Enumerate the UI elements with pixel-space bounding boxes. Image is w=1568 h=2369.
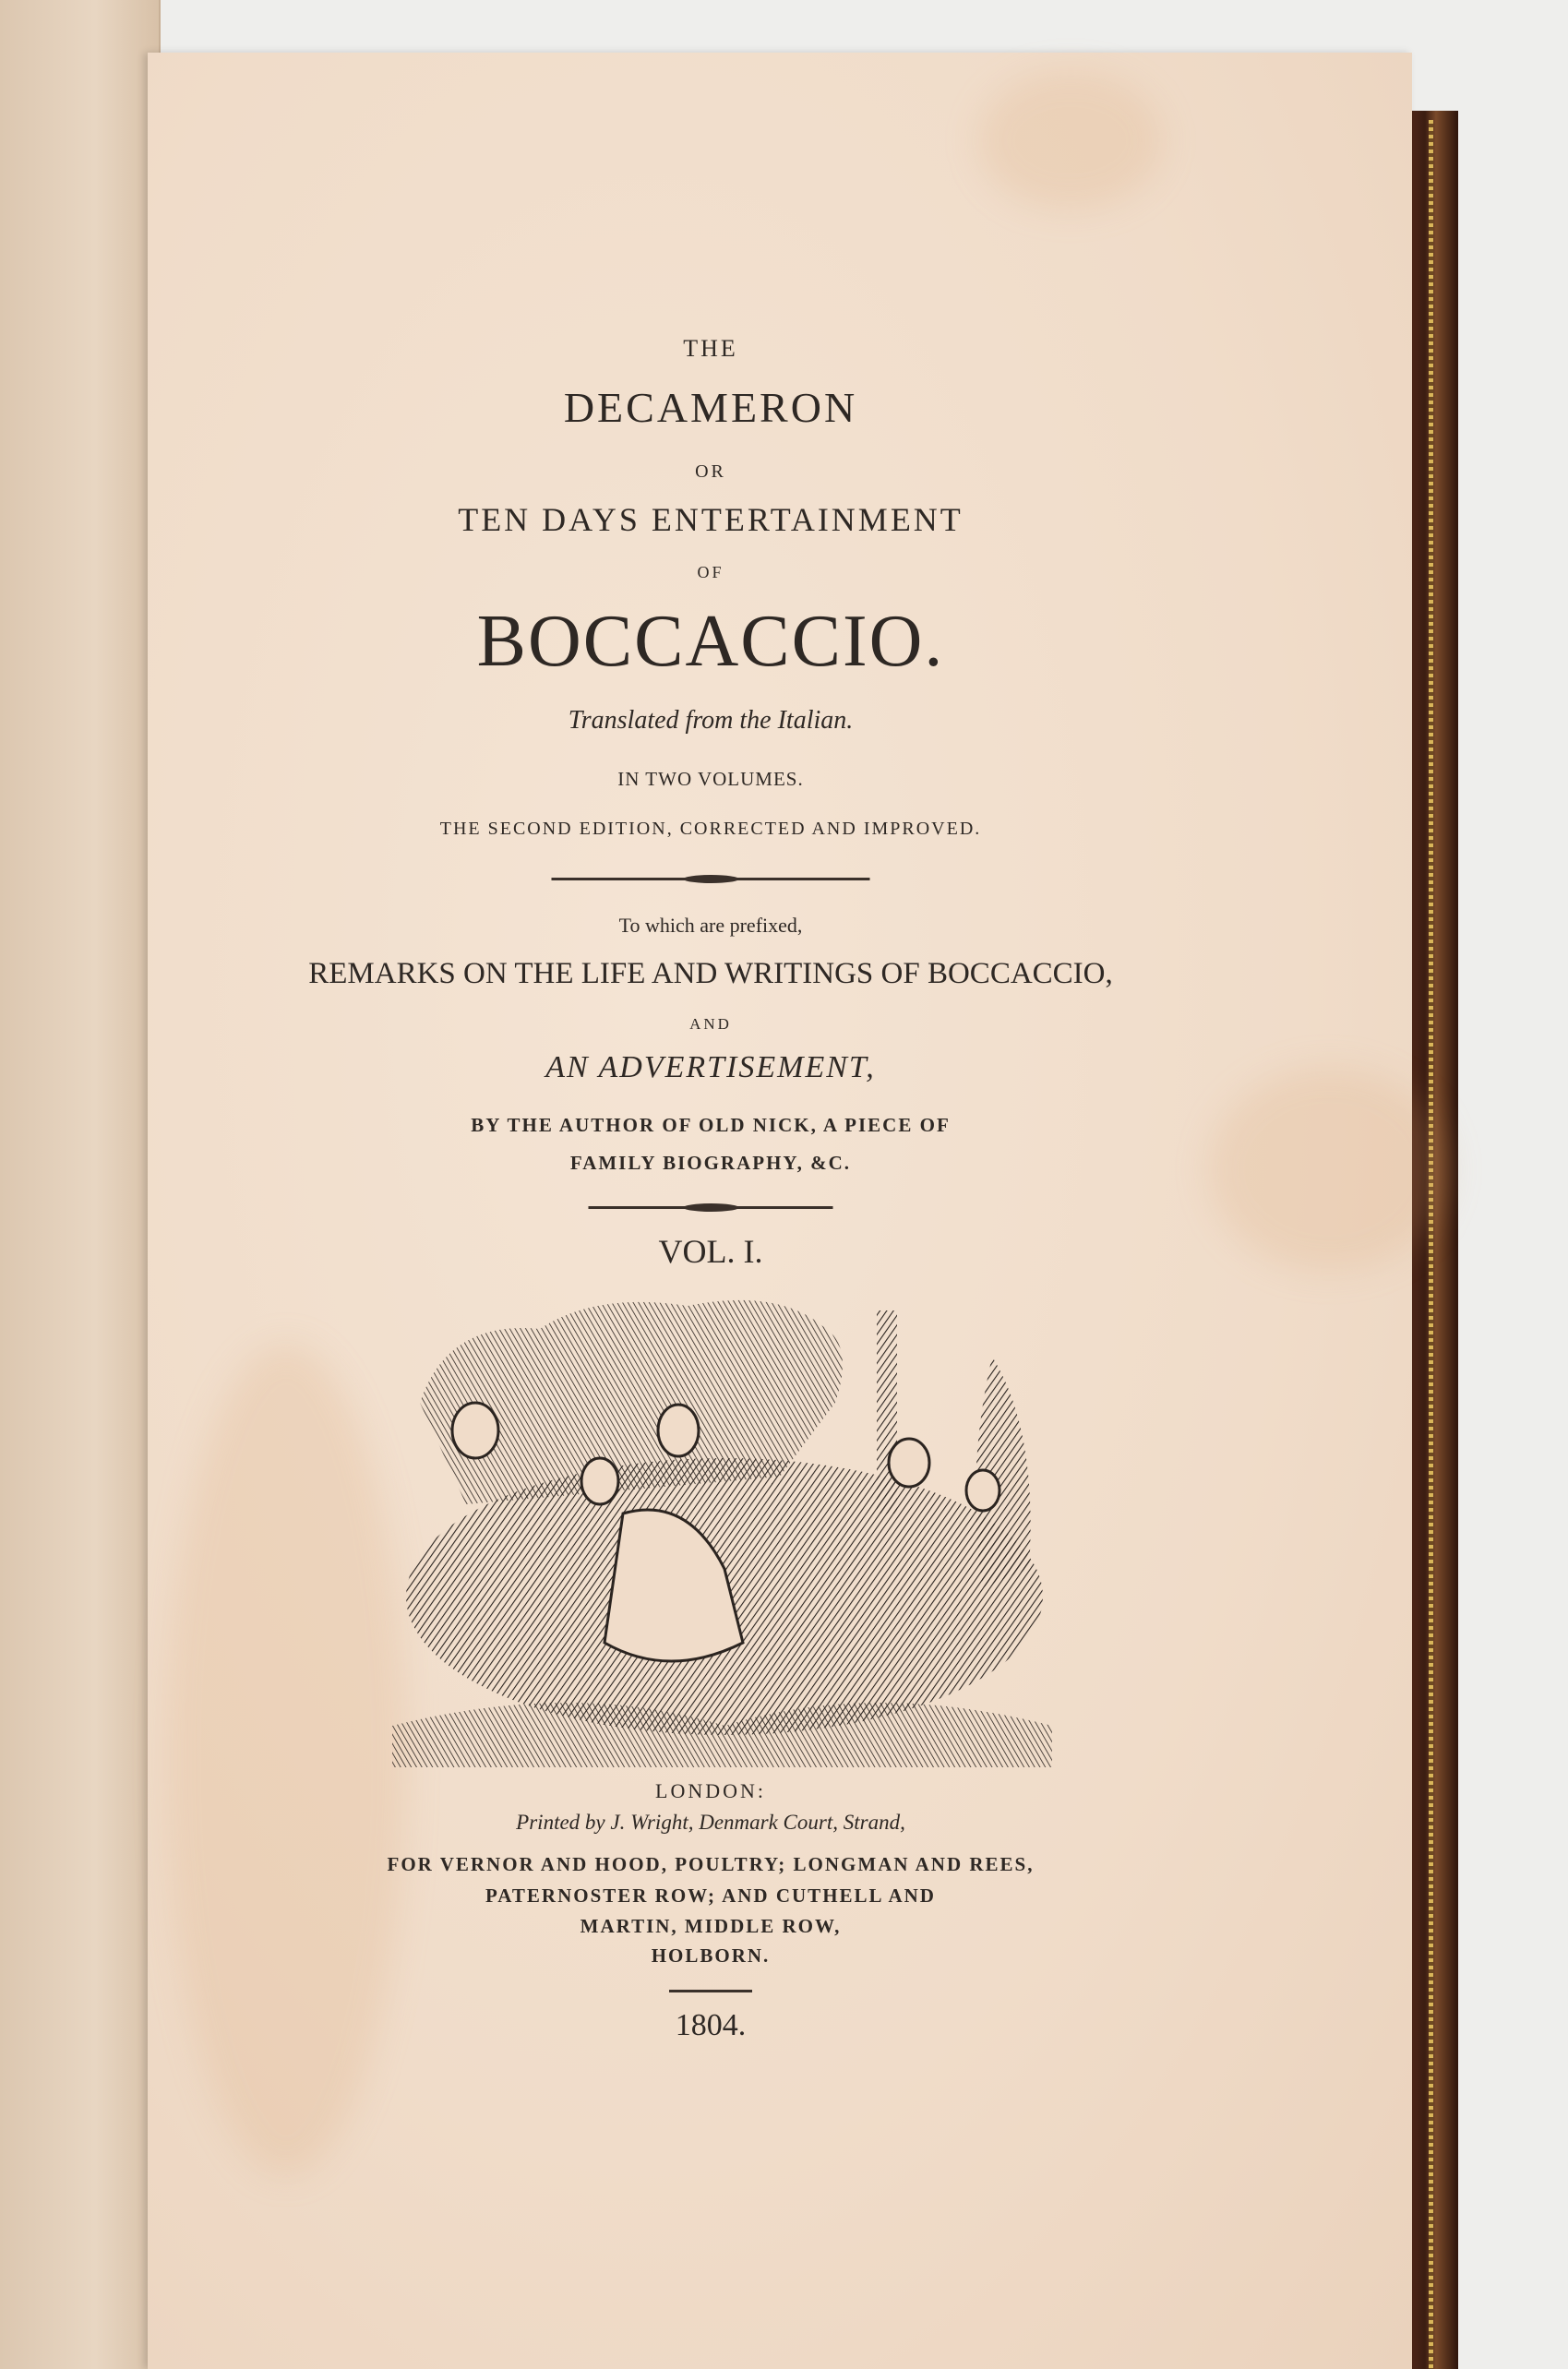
- translated-note: Translated from the Italian.: [568, 706, 854, 735]
- book-subtitle: TEN DAYS ENTERTAINMENT: [458, 501, 964, 538]
- edition-note: THE SECOND EDITION, CORRECTED AND IMPROVED.: [439, 819, 982, 839]
- publication-year: 1804.: [675, 2008, 747, 2042]
- gilt-edge: [1429, 120, 1433, 2369]
- prefixed-note: To which are prefixed,: [618, 914, 803, 937]
- by-line-2: FAMILY BIOGRAPHY, &C.: [569, 1152, 852, 1174]
- short-rule: [669, 1990, 752, 1992]
- and-label: AND: [689, 1015, 732, 1033]
- by-line-1: BY THE AUTHOR OF OLD NICK, A PIECE OF: [471, 1114, 951, 1136]
- foxing-stain: [1209, 1068, 1449, 1271]
- imprint-line-2: PATERNOSTER ROW; AND CUTHELL AND: [485, 1884, 936, 1907]
- foxing-stain: [166, 1345, 406, 2175]
- imprint-city: LONDON:: [655, 1779, 766, 1802]
- volumes-note: IN TWO VOLUMES.: [617, 768, 804, 790]
- imprint-line-1: FOR VERNOR AND HOOD, POULTRY; LONGMAN AND REES,: [387, 1853, 1035, 1875]
- ornamental-rule: [589, 1206, 833, 1209]
- remarks-line: REMARKS ON THE LIFE AND WRITINGS OF BOCCACCIO,: [308, 957, 1113, 990]
- imprint-line-4: HOLBORN.: [651, 1944, 771, 1967]
- imprint-printer: Printed by J. Wright, Denmark Court, Strand,: [516, 1811, 905, 1834]
- the-label: THE: [683, 335, 738, 362]
- imprint-line-3: MARTIN, MIDDLE ROW,: [580, 1915, 842, 1937]
- facing-page-edge: [0, 0, 161, 2369]
- book-title: DECAMERON: [563, 384, 858, 431]
- advertisement-line: AN ADVERTISEMENT,: [545, 1050, 876, 1084]
- woodcut-engraving: [392, 1292, 1052, 1767]
- foxing-stain: [978, 71, 1163, 209]
- volume-number: VOL. I.: [658, 1233, 763, 1270]
- of-label: OF: [697, 563, 724, 581]
- ornamental-rule: [552, 878, 870, 880]
- or-label: OR: [695, 461, 726, 482]
- author-name: BOCCACCIO.: [476, 601, 945, 682]
